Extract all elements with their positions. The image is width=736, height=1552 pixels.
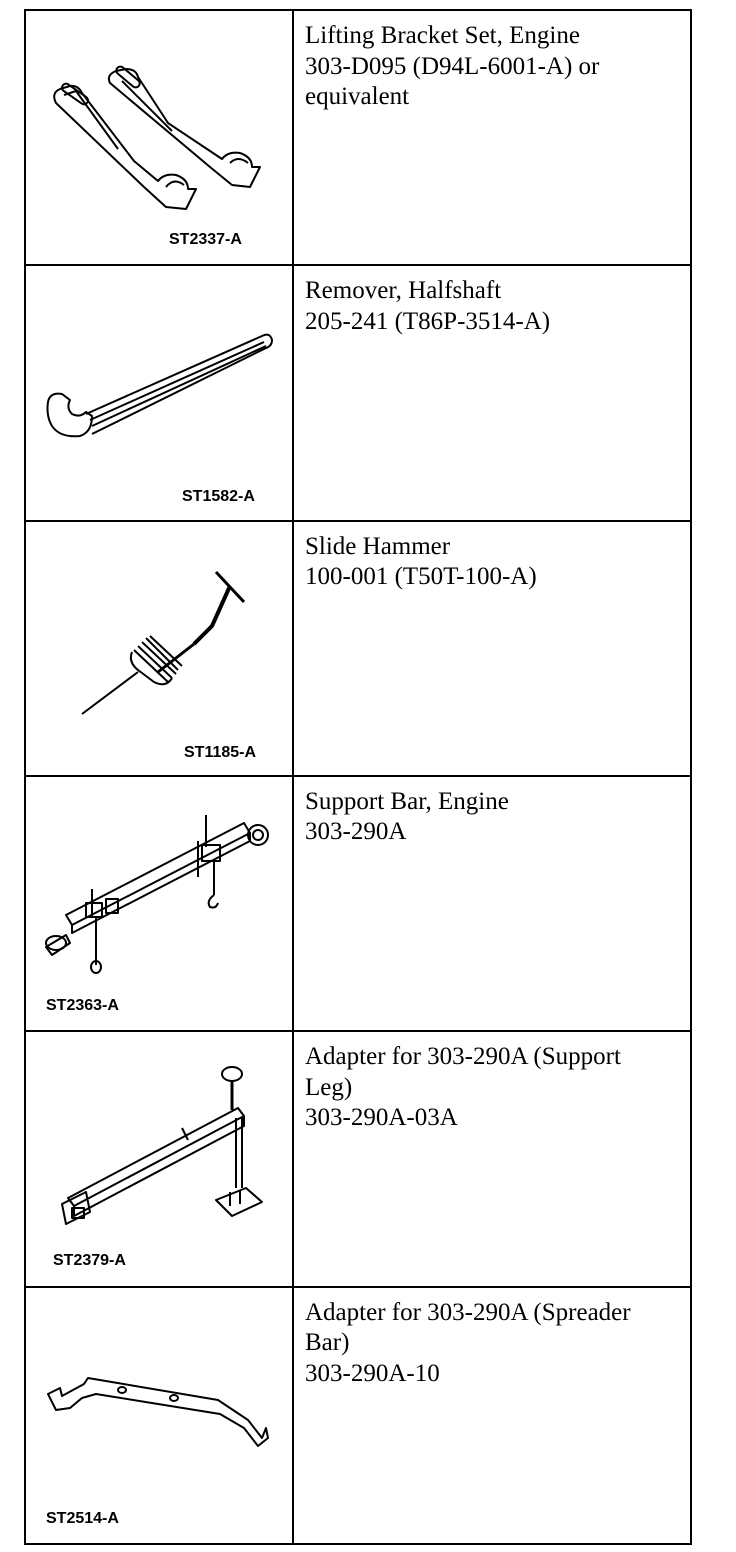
tool-number: 303-290A-10 [305,1359,440,1387]
tool-name: Remover, Halfshaft [305,277,502,305]
tool-description-cell [294,522,690,777]
tool-name-cont: Leg) [305,1073,353,1101]
lifting-bracket-icon [26,11,294,265]
tool-name: Adapter for 303-290A (Spreader [305,1298,631,1326]
tool-number: 100-001 (T50T-100-A) [305,563,537,591]
tool-description-cell [294,11,690,266]
tool-description-cell [294,266,690,521]
tool-number: 303-290A-03A [305,1104,458,1132]
special-tools-table [24,9,692,1545]
slide-hammer-icon [26,522,294,776]
tool-number: 303-290A [305,818,407,846]
figure-code: ST2363-A [46,996,119,1014]
figure-code: ST1582-A [182,488,255,506]
tool-description-cell [294,777,690,1032]
figure-code: ST2514-A [46,1509,119,1527]
tool-figure-cell [26,1032,294,1287]
tool-figure-cell [26,11,294,266]
tool-name: Support Bar, Engine [305,787,509,815]
halfshaft-remover-icon [26,266,294,520]
tool-number-cont: equivalent [305,83,410,110]
engine-support-bar-icon [26,777,294,1031]
tool-description-cell [294,1288,690,1543]
figure-code: ST2337-A [169,231,242,248]
tool-figure-cell [26,266,294,521]
tool-number: 205-241 (T86P-3514-A) [305,307,551,335]
tool-name: Slide Hammer [305,532,451,560]
support-leg-adapter-icon [26,1032,294,1286]
spreader-bar-adapter-icon [26,1288,294,1542]
tool-name: Lifting Bracket Set, Engine [305,22,580,49]
figure-code: ST2379-A [53,1252,126,1270]
tool-number: 303-D095 (D94L-6001-A) or [305,52,600,80]
tool-figure-cell [26,1288,294,1543]
tool-name-cont: Bar) [305,1329,350,1357]
tool-figure-cell [26,777,294,1032]
tool-name: Adapter for 303-290A (Support [305,1043,621,1071]
figure-code: ST1185-A [184,743,257,761]
tool-figure-cell [26,522,294,777]
tool-description-cell [294,1032,690,1287]
